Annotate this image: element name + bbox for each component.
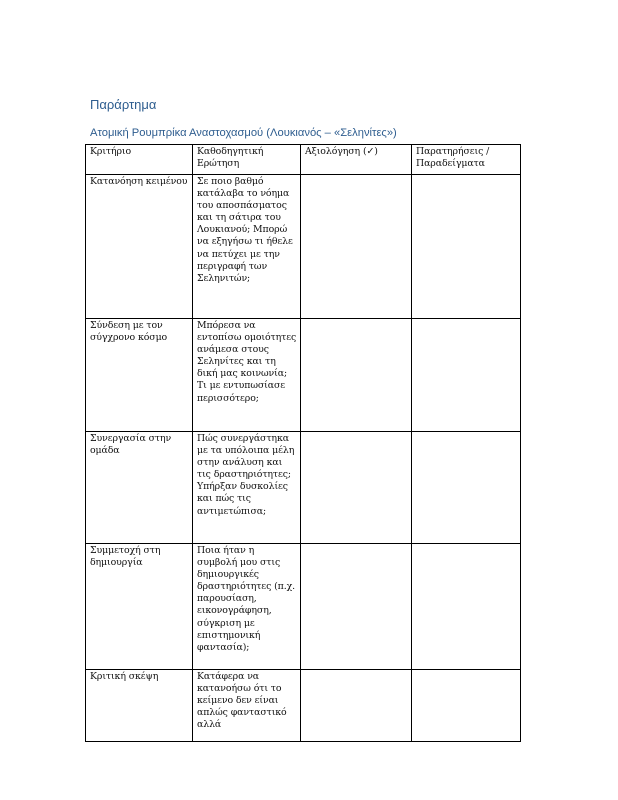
table-row: [86, 432, 521, 544]
question-cell: Μπόρεσα να εντοπίσω ομοιότητες ανάμεσα στους Σεληνίτες και τη δική μας κοινωνία; Τι με εντυπωσίασε περισσότερο;: [193, 319, 301, 432]
header-criterion: Κριτήριο: [86, 145, 193, 175]
page-heading: Παράρτημα: [90, 97, 157, 112]
table-row: [86, 175, 521, 319]
table-row: [86, 670, 521, 742]
rating-cell[interactable]: [301, 432, 412, 544]
notes-cell[interactable]: [412, 175, 521, 319]
header-notes: Παρατηρήσεις / Παραδείγματα: [412, 145, 521, 175]
notes-cell[interactable]: [412, 544, 521, 670]
table-row: [86, 544, 521, 670]
notes-cell[interactable]: [412, 670, 521, 742]
rubric-table: [85, 144, 521, 742]
criterion-cell: Σύνδεση με τον σύγχρονο κόσμο: [86, 319, 193, 432]
header-question: Καθοδηγητική Ερώτηση: [193, 145, 301, 175]
criterion-cell: Κριτική σκέψη: [86, 670, 193, 742]
criterion-cell: Συμμετοχή στη δημιουργία: [86, 544, 193, 670]
question-cell: Κατάφερα να κατανοήσω ότι το κείμενο δεν είναι απλώς φανταστικό αλλά: [193, 670, 301, 742]
table-row: [86, 319, 521, 432]
rating-cell[interactable]: [301, 319, 412, 432]
question-cell: Σε ποιο βαθμό κατάλαβα το νόημα του αποσπάσματος και τη σάτιρα του Λουκιανού; Μπορώ να εξηγήσω τι ήθελε να πετύχει με την περιγραφή των Σεληνιτών;: [193, 175, 301, 319]
rating-cell[interactable]: [301, 544, 412, 670]
rubric-title: Ατομική Ρουμπρίκα Αναστοχασμού (Λουκιανός – «Σεληνίτες»): [90, 127, 397, 139]
question-cell: Ποια ήταν η συμβολή μου στις δημιουργικές δραστηριότητες (π.χ. παρουσίαση, εικονογράφηση, σύγκριση με επιστημονική φαντασία);: [193, 544, 301, 670]
rating-cell[interactable]: [301, 175, 412, 319]
question-cell: Πώς συνεργάστηκα με τα υπόλοιπα μέλη στην ανάλυση και τις δραστηριότητες; Υπήρξαν δυσκολίες και πώς τις αντιμετώπισα;: [193, 432, 301, 544]
notes-cell[interactable]: [412, 319, 521, 432]
criterion-cell: Κατανόηση κειμένου: [86, 175, 193, 319]
rating-cell[interactable]: [301, 670, 412, 742]
header-rating: Αξιολόγηση (✓): [301, 145, 412, 175]
notes-cell[interactable]: [412, 432, 521, 544]
table-header-row: [86, 145, 521, 175]
criterion-cell: Συνεργασία στην ομάδα: [86, 432, 193, 544]
